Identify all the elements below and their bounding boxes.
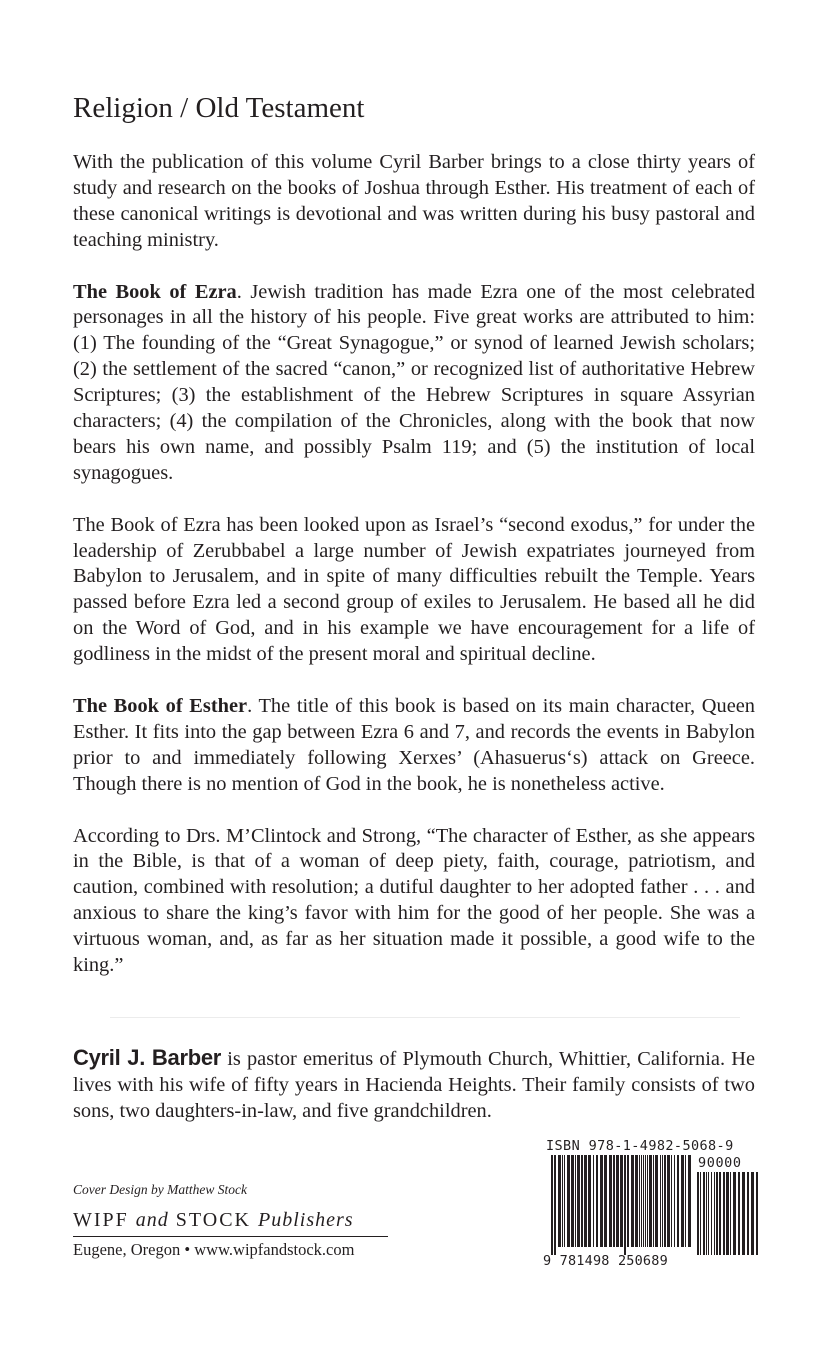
barcode-bar xyxy=(697,1172,699,1255)
barcode-bar xyxy=(647,1155,648,1247)
section-divider xyxy=(110,1017,740,1018)
barcode-bar xyxy=(581,1155,583,1247)
barcode-bar xyxy=(716,1172,718,1255)
author-bio-text: is pastor emeritus of Plymouth Church, Whittier, California. He lives with his wife of fifty years in Hacienda Heights. Their family consists of two sons, two daughters-in-law, and five grandchildren. xyxy=(73,1048,756,1122)
addon-barcode xyxy=(697,1172,759,1255)
publisher-name xyxy=(73,1209,354,1232)
barcode-bar xyxy=(627,1155,629,1247)
barcode-bar xyxy=(584,1155,587,1247)
ezra-paragraph xyxy=(73,280,755,487)
publisher-name-part: Publishers xyxy=(258,1209,354,1231)
barcode-bar xyxy=(609,1155,612,1247)
barcode-bar xyxy=(639,1155,640,1247)
barcode-bar xyxy=(685,1155,686,1247)
barcode-bar xyxy=(660,1155,661,1247)
barcode-bar xyxy=(593,1155,594,1247)
barcode-bar xyxy=(742,1172,745,1255)
isbn-label: ISBN 978-1-4982-5068-9 xyxy=(546,1138,734,1154)
esther-paragraph xyxy=(73,694,755,798)
barcode-bar xyxy=(641,1155,642,1247)
barcode-bar xyxy=(571,1155,574,1247)
exodus-paragraph: The Book of Ezra has been looked upon as Israel’s “second exodus,” for under the leadership of Zerubbabel a large number of Jewish expatriates journeyed from Babylon to Jerusalem, and in spite of many difficulties rebuilt the Temple. Years passed before Ezra led a second group of exiles to Jerusalem. He based all he did on the Word of God, and in his example we have encouragement for a life of godliness in the midst of the present moral and spiritual decline. xyxy=(73,513,755,666)
publisher-underline xyxy=(73,1236,388,1237)
barcode-bar xyxy=(613,1155,615,1247)
barcode-bar xyxy=(674,1155,675,1247)
barcode-bar xyxy=(714,1172,715,1255)
barcode-bar xyxy=(643,1155,644,1247)
barcode-bar xyxy=(604,1155,607,1247)
barcode-bar xyxy=(723,1172,725,1255)
category-heading: Religion / Old Testament xyxy=(73,92,365,124)
barcode-bar xyxy=(649,1155,652,1247)
publisher-name-part: STOCK xyxy=(168,1209,259,1231)
barcode-bar xyxy=(624,1155,626,1255)
esther-text: . The title of this book is based on its main character, Queen Esther. It fits into the gap between Ezra 6 and 7, and records the events in Babylon prior to and immediately following Xerxes’ (Ahasuerus‘s) attack on Greece. Though there is no mention of God in the book, he is nonetheless active. xyxy=(73,694,755,795)
barcode-bar xyxy=(719,1172,721,1255)
esther-title: The Book of Esther xyxy=(73,694,248,717)
barcode-bar xyxy=(564,1155,565,1247)
barcode-bar xyxy=(703,1172,705,1255)
barcode-bar xyxy=(662,1155,663,1247)
barcode-bar xyxy=(588,1155,591,1247)
barcode-bar xyxy=(677,1155,679,1247)
barcode-bar xyxy=(671,1155,672,1247)
barcode-bar xyxy=(667,1155,670,1247)
barcode-bar xyxy=(700,1172,701,1255)
ezra-title: The Book of Ezra xyxy=(73,280,237,303)
barcode-bar xyxy=(558,1155,561,1247)
barcode-bar xyxy=(575,1155,576,1247)
barcode-bar xyxy=(645,1155,646,1247)
ean-number: 9 781498 250689 xyxy=(543,1253,668,1269)
barcode-bar xyxy=(733,1172,736,1255)
addon-code: 90000 xyxy=(698,1155,742,1171)
quote-paragraph: According to Drs. M’Clintock and Strong, “The character of Esther, as she appears in the Bible, is that of a woman of deep piety, faith, courage, patriotism, and caution, combined with resolution; a dutiful daughter to her adopted father . . . and anxious to share the king’s favor with him for the good of her people. She was a virtuous woman, and, as far as her situation made it possible, a good wife to the king.” xyxy=(73,824,755,977)
barcode-bar xyxy=(616,1155,619,1247)
barcode-bar xyxy=(706,1172,707,1255)
barcode-bar xyxy=(600,1155,603,1247)
ean-barcode xyxy=(551,1155,695,1255)
publisher-name-part: WIPF xyxy=(73,1209,136,1231)
barcode-bar xyxy=(730,1172,731,1255)
barcode-bar xyxy=(567,1155,570,1247)
cover-design-credit: Cover Design by Matthew Stock xyxy=(73,1182,247,1197)
publisher-address: Eugene, Oregon • www.wipfandstock.com xyxy=(73,1240,355,1259)
barcode-bar xyxy=(688,1155,691,1247)
barcode-bar xyxy=(620,1155,623,1247)
barcode-bar xyxy=(577,1155,580,1247)
barcode-bar xyxy=(711,1172,712,1255)
barcode-bar xyxy=(635,1155,638,1247)
author-name: Cyril J. Barber xyxy=(73,1045,222,1070)
description-body xyxy=(73,150,755,1005)
barcode-bar xyxy=(554,1155,556,1255)
barcode-bar xyxy=(653,1155,654,1247)
barcode-bar xyxy=(631,1155,634,1247)
barcode-bar xyxy=(596,1155,598,1247)
barcode-bar xyxy=(708,1172,709,1255)
publisher-name-part: and xyxy=(135,1209,169,1231)
barcode-bar xyxy=(655,1155,658,1247)
barcode-bar xyxy=(751,1172,754,1255)
barcode-bar xyxy=(738,1172,740,1255)
barcode-bar xyxy=(681,1155,684,1247)
ezra-text: . Jewish tradition has made Ezra one of the most celebrated personages in all the history of his people. Five great works are attributed to him: (1) The founding of the “Great Synagogue,” or synod of learned Jewish scholars; (2) the settlement of the sacred “canon,” or recognized list of authoritative Hebrew Scriptures; (3) the establishment of the Hebrew Scriptures in square Assyrian characters; (4) the compilation of the Chronicles, along with the book that now bears his own name, and possibly Psalm 119; and (5) the institution of local synagogues. xyxy=(73,280,756,484)
barcode-bar xyxy=(747,1172,749,1255)
barcode-bar xyxy=(551,1155,553,1255)
barcode-bar xyxy=(664,1155,666,1247)
intro-paragraph: With the publication of this volume Cyril Barber brings to a close thirty years of study and research on the books of Joshua through Esther. His treatment of each of these canonical writings is devotional and was written during his busy pastoral and teaching ministry. xyxy=(73,151,755,251)
barcode-bar xyxy=(562,1155,563,1247)
barcode-bar xyxy=(756,1172,758,1255)
author-bio xyxy=(73,1045,755,1124)
barcode-bar xyxy=(726,1172,729,1255)
